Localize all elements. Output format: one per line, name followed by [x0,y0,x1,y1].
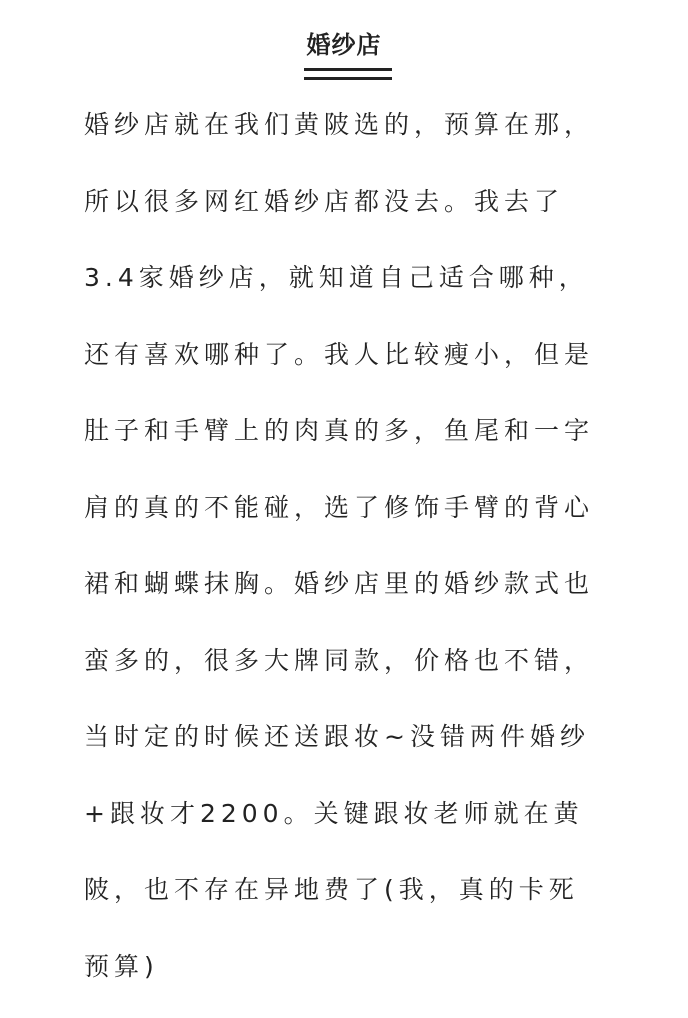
article-line: 肚子和手臂上的肉真的多，鱼尾和一字 [84,406,614,483]
article-line: 所以很多网红婚纱店都没去。我去了 [84,177,614,254]
article-line: 还有喜欢哪种了。我人比较瘦小，但是 [84,330,614,407]
article-title: 婚纱店 [0,28,688,62]
article-line: 3.4家婚纱店，就知道自己适合哪种， [84,253,614,330]
article-line: 肩的真的不能碰，选了修饰手臂的背心 [84,483,614,560]
article-header [0,0,688,90]
title-underline-secondary [304,77,392,80]
title-underline [304,68,392,71]
article-line: 蛮多的，很多大牌同款，价格也不错， [84,636,614,713]
article-line: 裙和蝴蝶抹胸。婚纱店里的婚纱款式也 [84,559,614,636]
article-line: 婚纱店就在我们黄陂选的，预算在那， [84,100,614,177]
article-body [84,100,614,1018]
article-line: +跟妆才2200。关键跟妆老师就在黄 [84,789,614,866]
article-line: 预算) [84,942,614,1018]
article-line: 当时定的时候还送跟妆~没错两件婚纱 [84,712,614,789]
article-line: 陂，也不存在异地费了(我，真的卡死 [84,865,614,942]
